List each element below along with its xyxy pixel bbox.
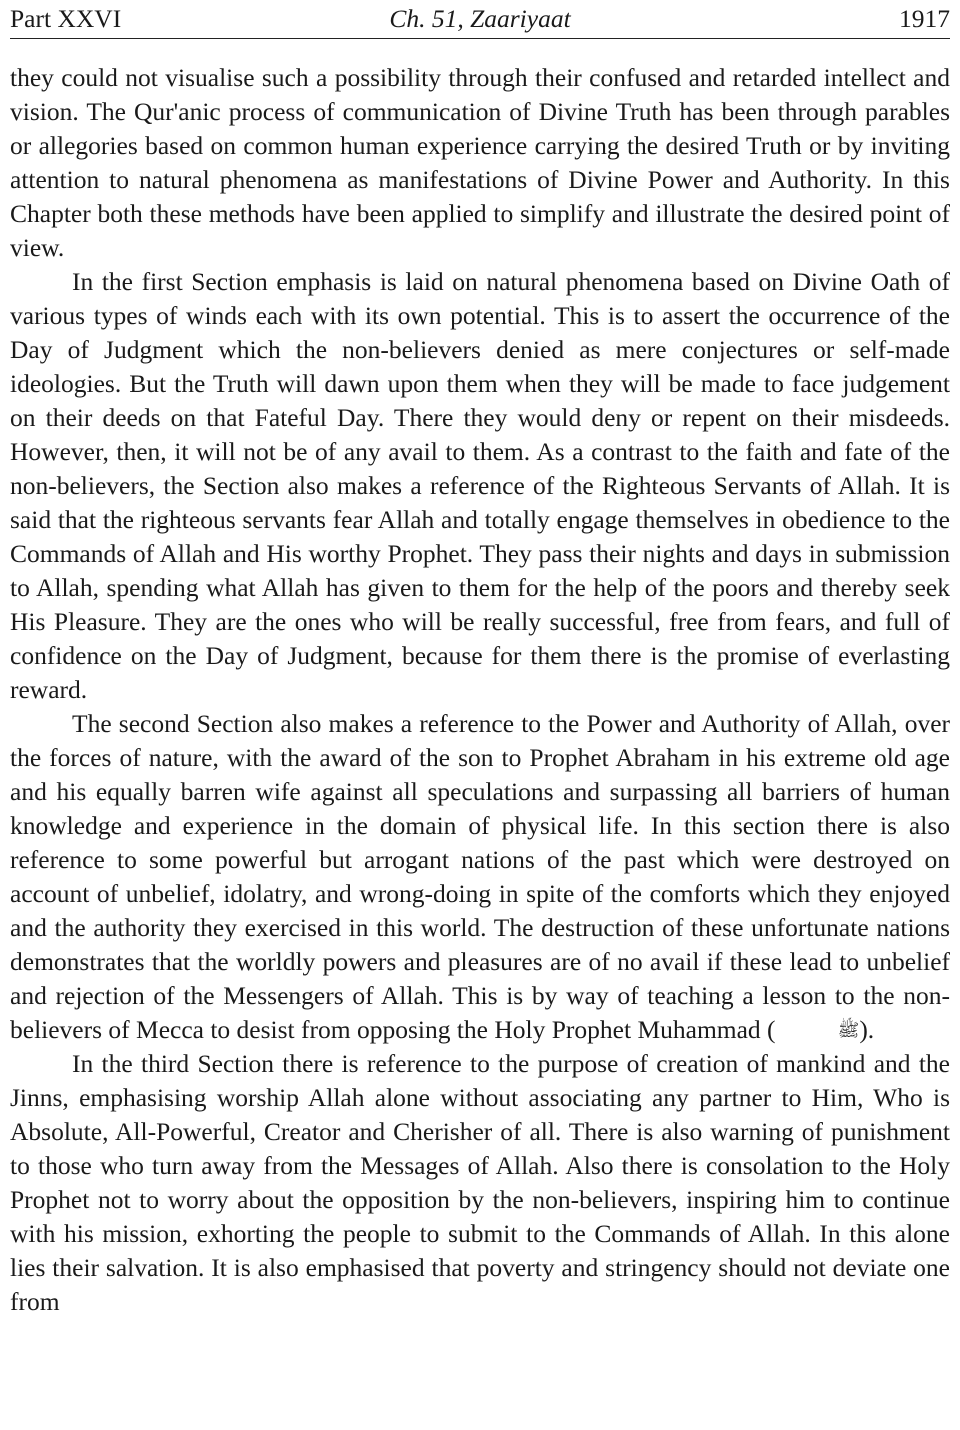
- part-label: Part XXVI: [10, 4, 122, 33]
- header-rule: [10, 38, 950, 39]
- paragraph-second-section-end: ).: [859, 1015, 875, 1044]
- honorific-salutation-icon: ﷺ: [837, 1020, 860, 1040]
- body-text: [10, 61, 950, 1319]
- page-number: 1917: [899, 4, 950, 33]
- running-header: [10, 4, 950, 34]
- chapter-title: Ch. 51, Zaariyaat: [389, 4, 571, 33]
- paragraph-second-section-text: The second Section also makes a reference to the Power and Authority of Allah, over the forces of nature, with the award of the son to Prophet Abraham in his extreme old age and his equally barren wife against all speculations and surpassing all barriers of human knowledge and experience in the domain of physical life. In this section there is also reference to some powerful but arrogant nations of the past which were destroyed on account of unbelief, idolatry, and wrong-doing in spite of the comforts which they enjoyed and the authority they exercised in this world. The destruction of these unfortunate nations demonstrates that the worldly powers and pleasures are of no avail if these lead to unbelief and rejection of the Messengers of Allah. This is by way of teaching a lesson to the non-believers of Mecca to desist from opposing the Holy Prophet Muhammad (: [10, 709, 950, 1044]
- paragraph-continued: they could not visualise such a possibility through their confused and retarded intellect and vision. The Qur'anic process of communication of Divine Truth has been through parables or allegories based on common human experience carrying the desired Truth or by inviting attention to natural phenomena as manifestations of Divine Power and Authority. In this Chapter both these methods have been applied to simplify and illustrate the desired point of view.: [10, 63, 950, 262]
- paragraph-first-section: In the first Section emphasis is laid on natural phenomena based on Divine Oath of various types of winds each with its own potential. This is to assert the occurrence of the Day of Judgment which the non-believers denied as mere conjectures or self-made ideologies. But the Truth will dawn upon them when they will be made to face judgement on their deeds on that Fateful Day. There they would deny or repent on their misdeeds. However, then, it will not be of any avail to them. As a contrast to the faith and fate of the non-believers, the Section also makes a reference of the Righteous Servants of Allah. It is said that the righteous servants fear Allah and totally engage themselves in obedience to the Commands of Allah and His worthy Prophet. They pass their nights and days in submission to Allah, spending what Allah has given to them for the help of the poors and thereby seek His Pleasure. They are the ones who will be really successful, free from fears, and full of confidence on the Day of Judgment, because for them there is the promise of everlasting reward.: [10, 267, 950, 704]
- paragraph-second-section: [10, 707, 950, 1047]
- paragraph-third-section: In the third Section there is reference to the purpose of creation of mankind and the Jinns, emphasising worship Allah alone without associating any partner to Him, Who is Absolute, All-Powerful, Creator and Cherisher of all. There is also warning of punishment to those who turn away from the Messages of Allah. Also there is consolation to the Holy Prophet not to worry about the opposition by the non-believers, inspiring him to continue with his mission, exhorting the people to submit to the Commands of Allah. In this alone lies their salvation. It is also emphasised that poverty and stringency should not deviate one from: [10, 1049, 950, 1316]
